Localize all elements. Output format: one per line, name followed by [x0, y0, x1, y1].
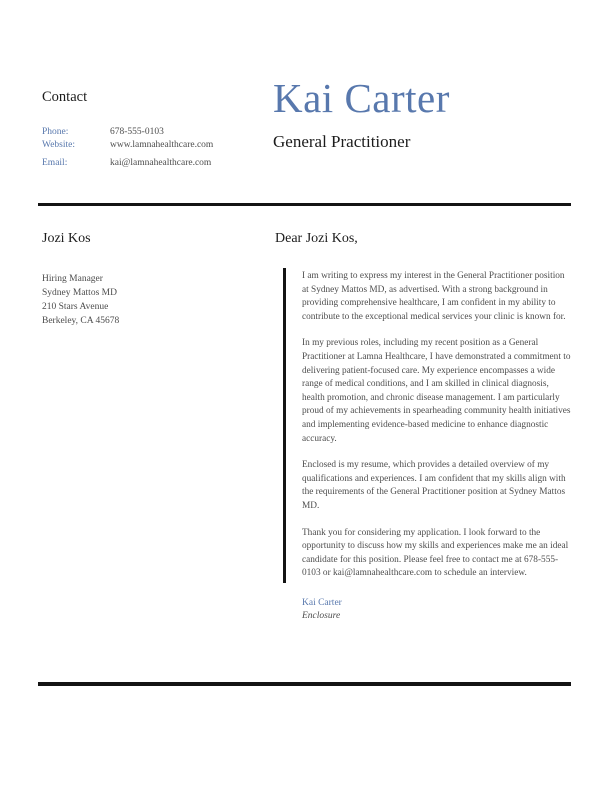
- recipient-section: [42, 231, 119, 328]
- top-divider: [38, 203, 571, 206]
- recipient-address-line: Hiring Manager: [42, 274, 103, 284]
- letter-paragraph: Thank you for considering my application. I look forward to the opportunity to discuss how my skills and experiences make me an ideal candidate for this position. Please feel free to contact me at 678-555-0103 or kai@lamnahealthcare.com to schedule an interview.: [302, 527, 569, 579]
- contact-section: [42, 89, 213, 170]
- enclosure-note: Enclosure: [302, 610, 341, 621]
- signature-block: [302, 597, 571, 623]
- bottom-divider: [38, 682, 571, 686]
- contact-label-email: Email:: [42, 158, 68, 168]
- letter-section: [275, 231, 571, 623]
- contact-row-email: [42, 157, 213, 170]
- contact-label-phone: Phone:: [42, 127, 69, 137]
- letter-paragraph: I am writing to express my interest in the General Practitioner position at Sydney Mattos MD, as advertised. With a strong background in providing comprehensive healthcare, I am confident in my ability to contribute to the exceptional medical services your clinic is known for.: [302, 271, 566, 322]
- letter-body: [283, 268, 571, 583]
- contact-value-phone: 678-555-0103: [110, 127, 164, 137]
- recipient-address-line: Berkeley, CA 45678: [42, 316, 120, 326]
- contact-heading: Contact: [42, 89, 88, 105]
- contact-value-website: www.lamnahealthcare.com: [110, 140, 214, 150]
- letter-paragraph: Enclosed is my resume, which provides a detailed overview of my qualifications and experiences. I am confident that my skills align with the requirements of the General Practitioner position at Sydney Mattos MD.: [302, 460, 566, 511]
- applicant-name: Kai Carter: [273, 75, 450, 121]
- signature-name: Kai Carter: [302, 597, 342, 608]
- salutation: Dear Jozi Kos,: [275, 231, 358, 246]
- recipient-address: [42, 272, 119, 328]
- applicant-title: General Practitioner: [273, 132, 411, 152]
- header-section: [273, 76, 450, 152]
- recipient-address-line: 210 Stars Avenue: [42, 302, 109, 312]
- contact-value-email: kai@lamnahealthcare.com: [110, 158, 212, 168]
- contact-row-phone: [42, 126, 213, 139]
- contact-rows: [42, 126, 213, 170]
- recipient-address-line: Sydney Mattos MD: [42, 288, 117, 298]
- recipient-name: Jozi Kos: [42, 231, 91, 246]
- contact-label-website: Website:: [42, 140, 76, 150]
- contact-row-website: [42, 139, 213, 152]
- letter-paragraph: In my previous roles, including my recent position as a General Practitioner at Lamna Healthcare, I have demonstrated a commitment to delivering patient-focused care. My experience encompasses a wide range of medical conditions, and I am skilled in clinical diagnosis, health promotion, and chronic disease management. I am particularly proud of my achievements in spearheading community health initiatives and implementing evidence-based medicine to enhance diagnostic accuracy.: [302, 338, 571, 444]
